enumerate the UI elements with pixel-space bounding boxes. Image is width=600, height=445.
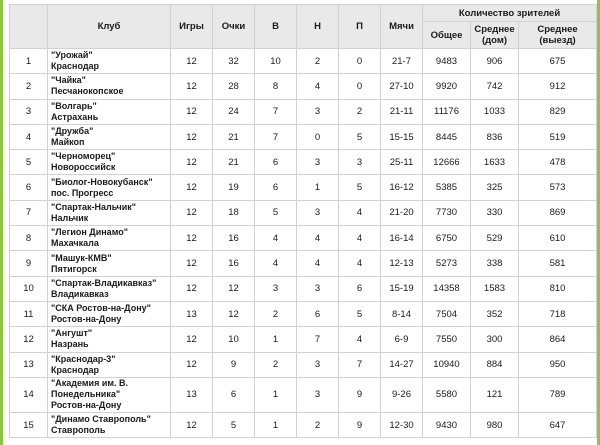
cell-games: 12 — [171, 276, 213, 301]
cell-draws: 3 — [297, 276, 339, 301]
cell-games: 12 — [171, 99, 213, 124]
cell-home: 529 — [471, 226, 519, 251]
cell-rank: 9 — [10, 251, 48, 276]
cell-club — [48, 276, 171, 301]
club-name-line: "Машук-КМВ" — [51, 252, 112, 263]
cell-home: 836 — [471, 124, 519, 149]
table-row — [10, 276, 597, 301]
cell-draws: 3 — [297, 352, 339, 377]
cell-goals: 12-13 — [381, 251, 423, 276]
cell-rank: 11 — [10, 301, 48, 326]
table-row — [10, 377, 597, 412]
club-name-line: Краснодар — [51, 364, 100, 375]
cell-goals: 12-30 — [381, 412, 423, 437]
cell-goals: 21-11 — [381, 99, 423, 124]
cell-wins: 6 — [255, 150, 297, 175]
cell-points: 19 — [213, 175, 255, 200]
cell-draws: 7 — [297, 327, 339, 352]
cell-wins: 7 — [255, 124, 297, 149]
cell-losses: 0 — [339, 49, 381, 74]
club-name-line: "Урожай" — [51, 50, 93, 61]
cell-total: 11176 — [423, 99, 471, 124]
cell-losses: 9 — [339, 377, 381, 412]
cell-goals: 16-14 — [381, 226, 423, 251]
table-row — [10, 124, 597, 149]
cell-away: 478 — [519, 150, 597, 175]
cell-games: 13 — [171, 301, 213, 326]
cell-home: 742 — [471, 74, 519, 99]
club-name-line: "Биолог-Новокубанск" — [51, 176, 153, 187]
cell-losses: 4 — [339, 251, 381, 276]
cell-points: 12 — [213, 301, 255, 326]
cell-away: 718 — [519, 301, 597, 326]
cell-home: 338 — [471, 251, 519, 276]
header-games: Игры — [171, 5, 213, 49]
cell-games: 12 — [171, 124, 213, 149]
cell-club — [48, 150, 171, 175]
cell-rank: 10 — [10, 276, 48, 301]
cell-points: 21 — [213, 124, 255, 149]
cell-losses: 0 — [339, 74, 381, 99]
club-name-line: Назрань — [51, 339, 89, 350]
cell-rank: 12 — [10, 327, 48, 352]
header-avg-home: Среднее (дом) — [471, 22, 519, 49]
cell-goals: 9-26 — [381, 377, 423, 412]
cell-losses: 3 — [339, 150, 381, 175]
cell-away: 573 — [519, 175, 597, 200]
table-row — [10, 49, 597, 74]
cell-away: 675 — [519, 49, 597, 74]
cell-goals: 21-7 — [381, 49, 423, 74]
club-name-line: Майкоп — [51, 137, 85, 148]
cell-points: 16 — [213, 226, 255, 251]
cell-losses: 5 — [339, 124, 381, 149]
cell-losses: 6 — [339, 276, 381, 301]
cell-points: 6 — [213, 377, 255, 412]
cell-points: 5 — [213, 412, 255, 437]
cell-rank: 6 — [10, 175, 48, 200]
cell-games: 12 — [171, 200, 213, 225]
cell-total: 7504 — [423, 301, 471, 326]
cell-club — [48, 412, 171, 437]
header-total: Общее — [423, 22, 471, 49]
cell-home: 325 — [471, 175, 519, 200]
header-losses: П — [339, 5, 381, 49]
cell-home: 906 — [471, 49, 519, 74]
club-name-line: Нальчик — [51, 212, 89, 223]
cell-games: 12 — [171, 352, 213, 377]
cell-rank: 4 — [10, 124, 48, 149]
cell-club — [48, 251, 171, 276]
cell-rank: 15 — [10, 412, 48, 437]
cell-rank: 7 — [10, 200, 48, 225]
cell-rank: 14 — [10, 377, 48, 412]
cell-club — [48, 301, 171, 326]
cell-draws: 2 — [297, 49, 339, 74]
table-row — [10, 226, 597, 251]
cell-games: 12 — [171, 74, 213, 99]
cell-points: 21 — [213, 150, 255, 175]
cell-wins: 2 — [255, 301, 297, 326]
cell-losses: 7 — [339, 352, 381, 377]
club-name-line: Новороссийск — [51, 162, 116, 173]
cell-home: 1033 — [471, 99, 519, 124]
cell-losses: 4 — [339, 200, 381, 225]
club-name-line: "Чайка" — [51, 75, 86, 86]
club-name-line: "Черноморец" — [51, 151, 116, 162]
club-name-line: пос. Прогресс — [51, 187, 114, 198]
cell-games: 12 — [171, 327, 213, 352]
cell-goals: 21-20 — [381, 200, 423, 225]
header-wins: В — [255, 5, 297, 49]
club-name-line: Владикавказ — [51, 288, 109, 299]
cell-club — [48, 124, 171, 149]
club-name-line: "Динамо Ставрополь" — [51, 414, 151, 424]
cell-total: 10940 — [423, 352, 471, 377]
header-points: Очки — [213, 5, 255, 49]
cell-games: 12 — [171, 226, 213, 251]
cell-club — [48, 49, 171, 74]
cell-club — [48, 200, 171, 225]
cell-total: 12666 — [423, 150, 471, 175]
cell-wins: 5 — [255, 200, 297, 225]
cell-games: 12 — [171, 251, 213, 276]
cell-wins: 3 — [255, 276, 297, 301]
cell-goals: 16-12 — [381, 175, 423, 200]
cell-losses: 4 — [339, 226, 381, 251]
cell-points: 32 — [213, 49, 255, 74]
club-name-line: Махачкала — [51, 238, 99, 249]
cell-games: 12 — [171, 412, 213, 437]
cell-away: 864 — [519, 327, 597, 352]
cell-games: 13 — [171, 377, 213, 412]
cell-draws: 0 — [297, 124, 339, 149]
cell-home: 352 — [471, 301, 519, 326]
table-row — [10, 175, 597, 200]
header-avg-away: Среднее (выезд) — [519, 22, 597, 49]
cell-goals: 27-10 — [381, 74, 423, 99]
cell-away: 829 — [519, 99, 597, 124]
cell-total: 9430 — [423, 412, 471, 437]
cell-home: 1633 — [471, 150, 519, 175]
cell-draws: 3 — [297, 377, 339, 412]
cell-draws: 4 — [297, 226, 339, 251]
table-row — [10, 74, 597, 99]
standings-table — [9, 4, 597, 438]
cell-losses: 5 — [339, 301, 381, 326]
cell-away: 581 — [519, 251, 597, 276]
table-row — [10, 352, 597, 377]
cell-wins: 2 — [255, 352, 297, 377]
club-name-line: "Легион Динамо" — [51, 227, 128, 238]
cell-rank: 2 — [10, 74, 48, 99]
table-row — [10, 200, 597, 225]
club-name-line: Краснодар — [51, 61, 100, 72]
cell-home: 1583 — [471, 276, 519, 301]
cell-home: 330 — [471, 200, 519, 225]
cell-away: 647 — [519, 412, 597, 437]
cell-away: 789 — [519, 377, 597, 412]
cell-points: 9 — [213, 352, 255, 377]
cell-points: 28 — [213, 74, 255, 99]
club-name-line: Ростов-на-Дону — [51, 400, 122, 411]
cell-losses: 4 — [339, 327, 381, 352]
cell-draws: 3 — [297, 99, 339, 124]
club-name-line: "Волгарь" — [51, 100, 97, 111]
cell-away: 950 — [519, 352, 597, 377]
cell-goals: 15-19 — [381, 276, 423, 301]
cell-rank: 5 — [10, 150, 48, 175]
cell-club — [48, 226, 171, 251]
cell-home: 121 — [471, 377, 519, 412]
cell-total: 14358 — [423, 276, 471, 301]
cell-total: 8445 — [423, 124, 471, 149]
cell-games: 12 — [171, 150, 213, 175]
cell-total: 9920 — [423, 74, 471, 99]
club-name-line: "Спартак-Нальчик" — [51, 201, 136, 212]
cell-away: 869 — [519, 200, 597, 225]
club-name-line: "Краснодар-3" — [51, 353, 116, 364]
cell-wins: 4 — [255, 251, 297, 276]
cell-home: 980 — [471, 412, 519, 437]
table-row — [10, 251, 597, 276]
cell-wins: 1 — [255, 327, 297, 352]
club-name-line: "Дружба" — [51, 126, 94, 137]
cell-total: 5580 — [423, 377, 471, 412]
club-name-line: "СКА Ростов-на-Дону" — [51, 303, 151, 314]
club-name-line: Понедельника" — [51, 389, 121, 400]
club-name-line: "Академия им. В. — [51, 378, 129, 389]
cell-losses: 5 — [339, 175, 381, 200]
cell-draws: 4 — [297, 74, 339, 99]
header-attendance-group: Количество зрителей — [423, 5, 597, 22]
cell-wins: 1 — [255, 377, 297, 412]
cell-wins: 7 — [255, 99, 297, 124]
header-draws: Н — [297, 5, 339, 49]
cell-wins: 4 — [255, 226, 297, 251]
cell-goals: 25-11 — [381, 150, 423, 175]
cell-points: 12 — [213, 276, 255, 301]
cell-total: 9483 — [423, 49, 471, 74]
cell-draws: 3 — [297, 200, 339, 225]
club-name-line: Ставрополь — [51, 425, 106, 435]
cell-total: 5273 — [423, 251, 471, 276]
cell-rank: 3 — [10, 99, 48, 124]
table-row — [10, 301, 597, 326]
cell-losses: 9 — [339, 412, 381, 437]
cell-losses: 2 — [339, 99, 381, 124]
cell-draws: 1 — [297, 175, 339, 200]
cell-wins: 8 — [255, 74, 297, 99]
club-name-line: "Спартак-Владикавказ" — [51, 277, 157, 288]
cell-total: 6750 — [423, 226, 471, 251]
header-goals: Мячи — [381, 5, 423, 49]
cell-wins: 10 — [255, 49, 297, 74]
cell-wins: 6 — [255, 175, 297, 200]
cell-home: 884 — [471, 352, 519, 377]
cell-draws: 4 — [297, 251, 339, 276]
cell-total: 7730 — [423, 200, 471, 225]
table-row — [10, 99, 597, 124]
cell-wins: 1 — [255, 412, 297, 437]
cell-goals: 6-9 — [381, 327, 423, 352]
table-row — [10, 412, 597, 437]
cell-points: 18 — [213, 200, 255, 225]
cell-club — [48, 74, 171, 99]
cell-rank: 8 — [10, 226, 48, 251]
cell-points: 24 — [213, 99, 255, 124]
club-name-line: Песчанокопское — [51, 86, 124, 97]
table-row — [10, 150, 597, 175]
cell-club — [48, 99, 171, 124]
cell-away: 912 — [519, 74, 597, 99]
club-name-line: Пятигорск — [51, 263, 97, 274]
cell-draws: 3 — [297, 150, 339, 175]
club-name-line: Астрахань — [51, 111, 99, 122]
cell-away: 519 — [519, 124, 597, 149]
table-row — [10, 327, 597, 352]
cell-rank: 1 — [10, 49, 48, 74]
header-rank — [10, 5, 48, 49]
cell-away: 610 — [519, 226, 597, 251]
club-name-line: Ростов-на-Дону — [51, 314, 122, 325]
cell-rank: 13 — [10, 352, 48, 377]
cell-home: 300 — [471, 327, 519, 352]
cell-draws: 2 — [297, 412, 339, 437]
cell-club — [48, 327, 171, 352]
cell-club — [48, 352, 171, 377]
cell-goals: 14-27 — [381, 352, 423, 377]
cell-points: 10 — [213, 327, 255, 352]
cell-total: 5385 — [423, 175, 471, 200]
cell-points: 16 — [213, 251, 255, 276]
cell-goals: 8-14 — [381, 301, 423, 326]
cell-games: 12 — [171, 175, 213, 200]
cell-away: 810 — [519, 276, 597, 301]
cell-club — [48, 377, 171, 412]
cell-draws: 6 — [297, 301, 339, 326]
header-club: Клуб — [48, 5, 171, 49]
cell-games: 12 — [171, 49, 213, 74]
cell-club — [48, 175, 171, 200]
cell-total: 7550 — [423, 327, 471, 352]
cell-goals: 15-15 — [381, 124, 423, 149]
club-name-line: "Ангушт" — [51, 328, 93, 339]
